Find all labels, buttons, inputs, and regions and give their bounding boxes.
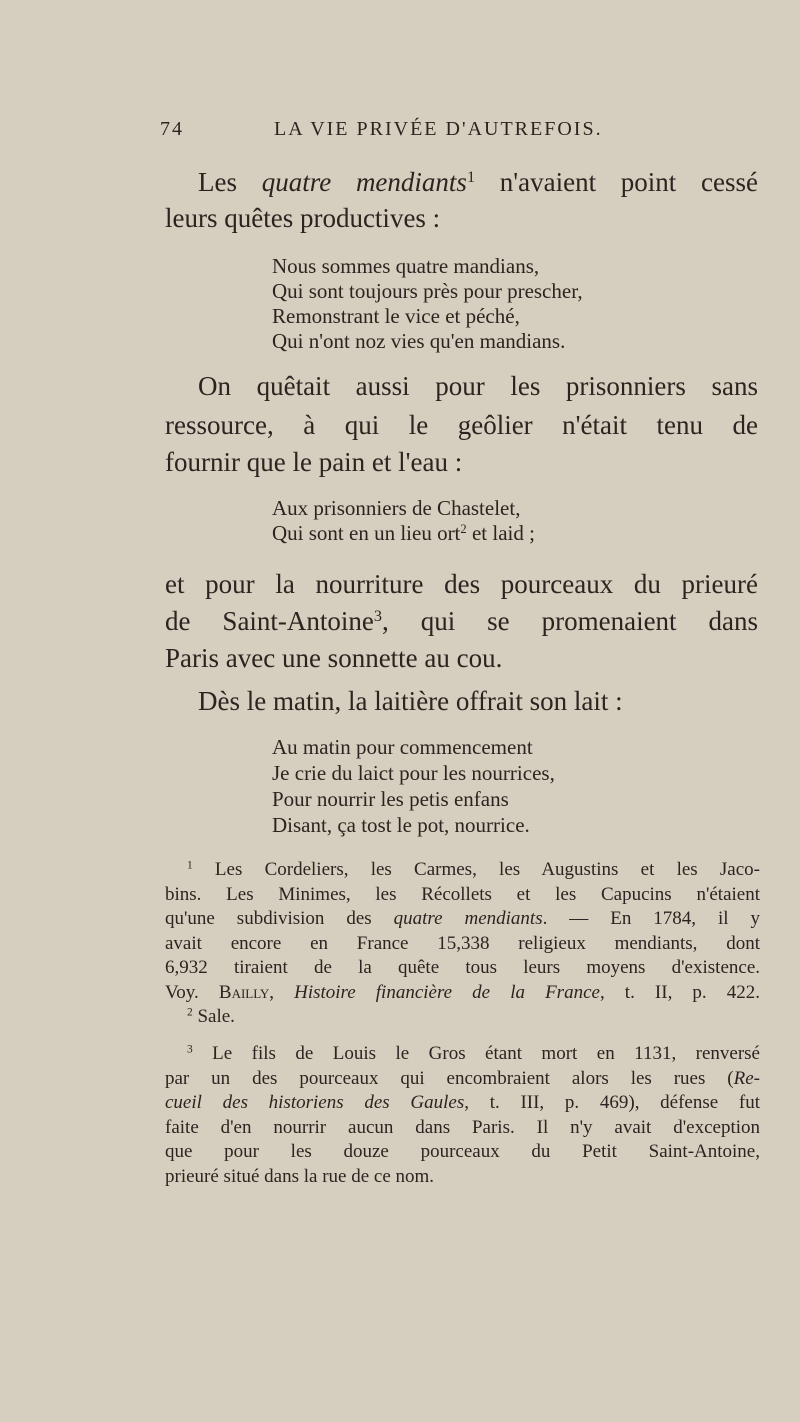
footnote-line: qu'une subdivision des quatre mendiants. — En 1784, il y [165,908,760,929]
paragraph-pourceaux [165,566,758,677]
footnote-3 [165,1042,760,1189]
footnote-1 [165,858,760,1005]
paragraph-prisonniers [198,368,758,405]
footnote-line: $^1$ Les Cordeliers, les Carmes, les Augustins et les Jaco- [187,859,760,880]
footnote-line: 6,932 tiraient de la quête tous leurs moyens d'existence. [165,957,760,978]
verse-line: Remonstrant le vice et péché, [272,304,520,328]
verse-laitiere [272,734,555,838]
footnote-line: par un des pourceaux qui encombraient alors les rues (Re- [165,1067,760,1089]
verse-line: Pour nourrir les petis enfans [272,787,509,811]
footnote-line: bins. Les Minimes, les Récollets et les Capucins n'étaient [165,883,760,905]
verse-line: Au matin pour commencement [272,735,533,759]
footnote-line: $^3$ Le fils de Louis le Gros étant mort en 1131, renversé [187,1043,760,1064]
verse-line: Qui sont toujours près pour prescher, [272,279,583,303]
footnote-line: Voy. Bailly, Histoire financière de la France, t. II, p. 422. [165,981,761,1003]
page-number: 74 [160,118,184,140]
paragraph-quatre-mendiants [198,164,758,201]
footnote-ref-3: 3 [373,607,383,626]
verse-line: Disant, ça tost le pot, nourrice. [272,813,530,837]
paragraph-laitiere [198,683,758,720]
footnote-2 [165,1005,760,1030]
paragraph-line: et pour la nourriture des pourceaux du prieuré [165,569,758,599]
paragraph-line: Les quatre mendiants$^1$ n'avaient point cessé [198,167,759,197]
footnote-line: faite d'en nourrir aucun dans Paris. Il n'y avait d'exception [165,1116,760,1138]
footnote-number: 3 [187,1043,193,1056]
footnote-line: $^2$ Sale. [187,1006,235,1027]
verse-line: Qui sont en un lieu ort$^2$ et laid ; [272,521,535,545]
verse-chastelet [272,496,535,546]
footnote-number: 1 [187,859,193,872]
verse-line: Nous sommes quatre mandians, [272,254,540,278]
verse-quatre-mendiants [272,254,583,354]
running-header [160,118,780,152]
footnote-ref-2: 2 [460,522,467,537]
footnote-number: 2 [187,1006,193,1019]
paragraph-prisonniers-cont [165,407,758,481]
footnote-line: que pour les douze pourceaux du Petit Saint-Antoine, [165,1141,760,1162]
verse-line: Je crie du laict pour les nourrices, [272,761,555,785]
footnote-line: avait encore en France 15,338 religieux mendiants, dont [165,932,760,954]
paragraph-line: On quêtait aussi pour les prisonniers sans [198,371,758,401]
paragraph-line: ressource, à qui le geôlier n'était tenu de [165,410,758,440]
paragraph-line: Dès le matin, la laitière offrait son lait : [198,686,623,716]
paragraph-line: leurs quêtes productives : [165,203,441,233]
paragraph-line: Paris avec une sonnette au cou. [165,643,503,673]
footnote-line: prieuré situé dans la rue de ce nom. [165,1165,435,1187]
verse-line: Aux prisonniers de Chastelet, [272,496,521,520]
footnote-line: cueil des historiens des Gaules, t. III, p. 469), défense fut [165,1092,761,1113]
paragraph-line: de Saint-Antoine$^3$, qui se promenaient dans [165,606,758,636]
paragraph-continuation [165,200,758,237]
footnote-ref-1: 1 [466,168,476,187]
paragraph-line: fournir que le pain et l'eau : [165,447,463,477]
running-title: LA VIE PRIVÉE D'AUTREFOIS. [274,118,603,140]
verse-line: Qui n'ont noz vies qu'en mandians. [272,329,566,353]
